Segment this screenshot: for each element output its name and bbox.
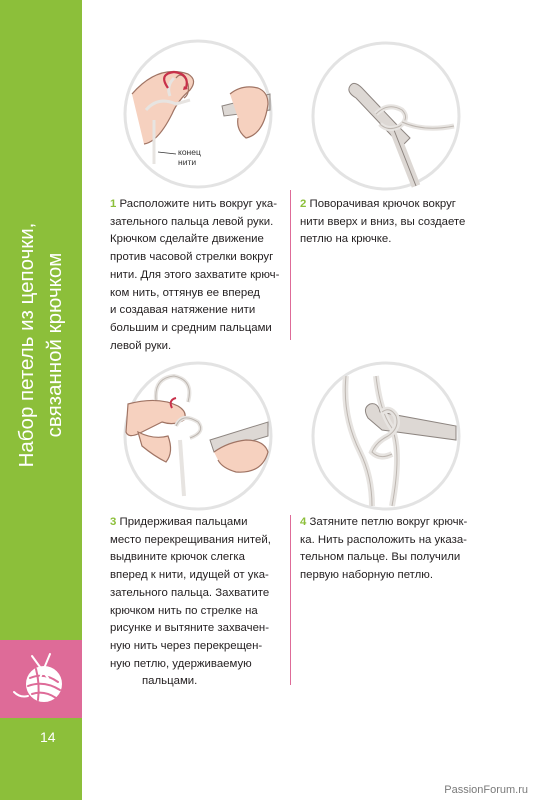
step-1-line: левой руки. (110, 339, 172, 352)
chapter-title-line1: Набор петель из цепочки, (15, 222, 38, 468)
step-2-line: петлю на крючке. (300, 233, 392, 246)
step-4-number: 4 (300, 516, 307, 528)
illustration-step-3 (118, 356, 278, 516)
step-3-line: крючком нить по стрелке на (110, 604, 258, 617)
step-1-line: против часовой стрелки вокруг (110, 251, 274, 264)
page-number: 14 (40, 729, 56, 745)
step-1-line: зательного пальца левой руки. (110, 215, 274, 228)
illustration-label-line2: нити (178, 157, 197, 167)
divider-top (290, 190, 291, 340)
step-1-line: Крючком сделайте движение (110, 233, 264, 246)
step-2-text (300, 196, 465, 249)
watermark: PassionForum.ru (444, 784, 528, 796)
step-4-line: тельном пальце. Вы получили (300, 551, 461, 564)
step-3-text (110, 514, 271, 691)
step-3-line: место перекрещивания нитей, (110, 533, 271, 546)
step-3-line: зательного пальца. Захватите (110, 586, 270, 599)
step-3-line: рисунке и вытяните захвачен- (110, 622, 269, 635)
step-4-line: Затяните петлю вокруг крючк- (309, 516, 468, 528)
step-3-number: 3 (110, 516, 117, 528)
illustration-step-1 (118, 34, 278, 194)
step-1-line: большим и средним пальцами (110, 321, 272, 334)
step-2-line: Поворачивая крючок вокруг (309, 198, 456, 210)
step-3-line: ную петлю, удерживаемую (110, 657, 252, 670)
step-1-line: Расположите нить вокруг ука- (119, 198, 278, 210)
chapter-title (13, 55, 69, 635)
step-4-text (300, 514, 467, 585)
step-4-line: ка. Нить расположить на указа- (300, 533, 467, 546)
step-1-number: 1 (110, 198, 117, 210)
illustration-step-2 (306, 36, 466, 196)
divider-bottom (290, 515, 291, 685)
step-4-line: первую наборную петлю. (300, 569, 433, 582)
step-2-line: нити вверх и вниз, вы создаете (300, 215, 466, 228)
yarn-icon-box (0, 640, 82, 718)
step-1-text (110, 196, 279, 355)
step-1-line: нити. Для этого захватите крюч- (110, 268, 280, 281)
yarn-ball-icon (10, 652, 72, 706)
step-2-number: 2 (300, 198, 307, 210)
step-3-line: Придерживая пальцами (119, 516, 248, 528)
step-1-line: и создавая натяжение нити (110, 304, 256, 317)
step-3-line: пальцами. (142, 675, 198, 688)
illustration-step-4 (306, 356, 466, 516)
step-1-line: ком нить, оттянув ее вперед (110, 286, 260, 299)
step-3-line: вперед к нити, идущей от ука- (110, 569, 269, 582)
step-3-line: ную нить через перекрещен- (110, 639, 263, 652)
illustration-label-line1: конец (178, 147, 201, 157)
chapter-title-line2: связанной крючком (43, 252, 66, 438)
step-3-line: выдвините крючок слегка (110, 551, 245, 564)
